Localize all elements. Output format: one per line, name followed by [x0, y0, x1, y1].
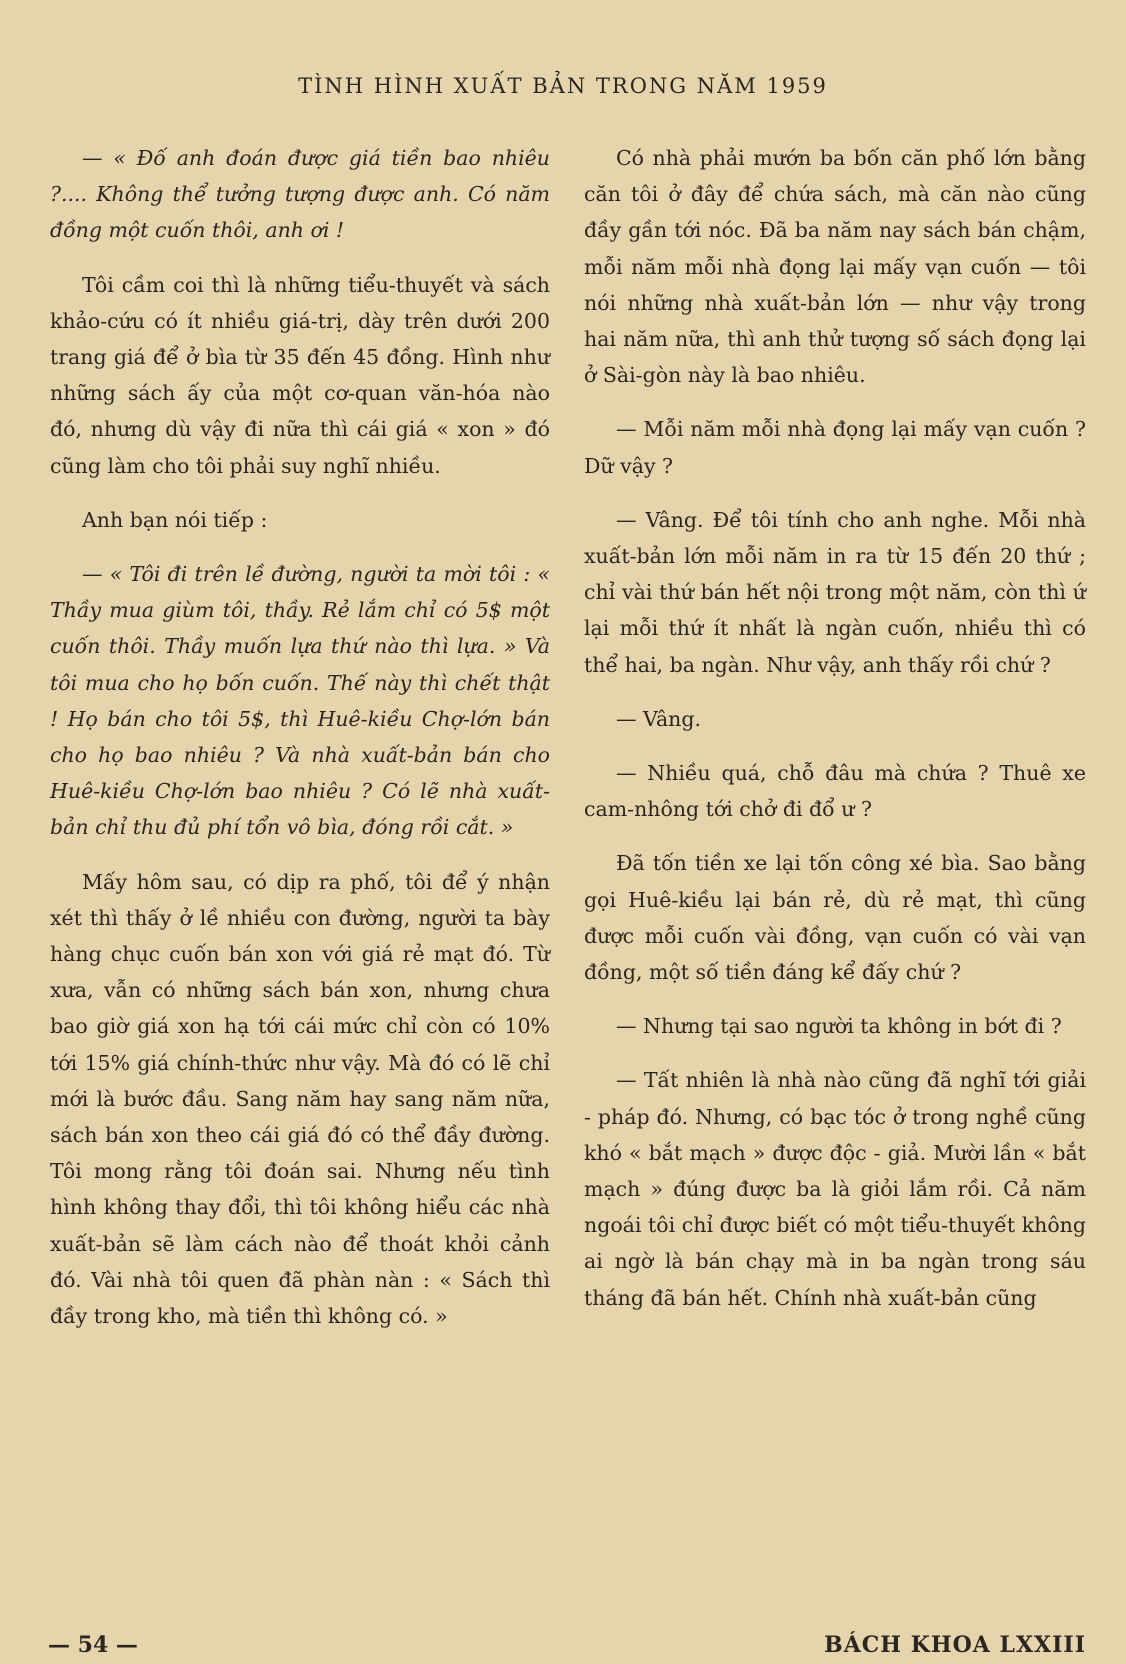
paragraph: — Tất nhiên là nhà nào cũng đã nghĩ tới giải - pháp đó. Nhưng, có bạc tóc ở trong nghề cũng khó « bắt mạch » được độc - giả. Mười lần « bắt mạch » đúng được ba là giỏi lắm rồi. Cả năm ngoái tôi chỉ được biết có một tiểu-thuyết không ai ngờ là bán chạy mà in ba ngàn trong sáu tháng đã bán hết. Chính nhà xuất-bản cũng: [584, 1068, 1086, 1310]
paragraph: — « Tôi đi trên lề đường, người ta mời tôi : « Thầy mua giùm tôi, thầy. Rẻ lắm chỉ có 5$ một cuốn thôi. Thầy muốn lựa thứ nào thì lựa. » Và tôi mua cho họ bốn cuốn. Thế này thì chết thật ! Họ bán cho tôi 5$, thì Huê-kiều Chợ-lớn bán cho họ bao nhiêu ? Và nhà xuất-bản bán cho Huê-kiều Chợ-lớn bao nhiêu ? Có lẽ nhà xuất-bản chỉ thu đủ phí tổn vô bìa, đóng rồi cắt. »: [50, 562, 550, 840]
page-number: — 54 —: [48, 1632, 138, 1658]
paragraph: Anh bạn nói tiếp :: [82, 507, 268, 532]
paragraph: — « Đố anh đoán được giá tiền bao nhiêu ?.... Không thể tưởng tượng được anh. Có năm đồng một cuốn thôi, anh ơi !: [50, 146, 550, 243]
paragraph: Tôi cầm coi thì là những tiểu-thuyết và sách khảo-cứu có ít nhiều giá-trị, dày trên dưới 200 trang giá để ở bìa từ 35 đến 45 đồng. Hình như những sách ấy của một cơ-quan văn-hóa nào đó, nhưng dù vậy đi nữa thì cái giá « xon » đó cũng làm cho tôi phải suy nghĩ nhiều.: [50, 272, 550, 478]
running-header: TÌNH HÌNH XUẤT BẢN TRONG NĂM 1959: [298, 74, 828, 98]
paragraph: — Vâng.: [616, 706, 702, 731]
paragraph: — Nhiều quá, chỗ đâu mà chứa ? Thuê xe cam-nhông tới chở đi đổ ư ?: [584, 761, 1086, 822]
paragraph: Có nhà phải mướn ba bốn căn phố lớn bằng căn tôi ở đây để chứa sách, mà căn nào cũng đầy gần tới nóc. Đã ba năm nay sách bán chậm, mỗi năm mỗi nhà đọng lại mấy vạn cuốn — tôi nói những nhà xuất-bản lớn — như vậy trong hai năm nữa, thì anh thử tượng số sách đọng lại ở Sài-gòn này là bao nhiêu.: [584, 146, 1086, 388]
paragraph: — Vâng. Để tôi tính cho anh nghe. Mỗi nhà xuất-bản lớn mỗi năm in ra từ 15 đến 20 thứ ; chỉ vài thứ bán hết nội trong một năm, còn thì ứ lại mỗi thứ ít nhất là ngàn cuốn, nhiều thì có thể hai, ba ngàn. Như vậy, anh thấy rồi chứ ?: [584, 507, 1086, 677]
right-column: [584, 140, 1086, 1334]
paragraph: — Mỗi năm mỗi nhà đọng lại mấy vạn cuốn ? Dữ vậy ?: [584, 417, 1086, 478]
paragraph: Mấy hôm sau, có dịp ra phố, tôi để ý nhận xét thì thấy ở lề nhiều con đường, người ta bày hàng chục cuốn bán xon với giá rẻ mạt đó. Từ xưa, vẫn có những sách bán xon, nhưng chưa bao giờ giá xon hạ tới cái mức chỉ còn có 10% tới 15% giá chính-thức như vậy. Mà đó có lẽ chỉ mới là bước đầu. Sang năm hay sang năm nữa, sách bán xon theo cái giá đó có thể đầy đường. Tôi mong rằng tôi đoán sai. Nhưng nếu tình hình không thay đổi, thì tôi không hiểu các nhà xuất-bản sẽ làm cách nào để thoát khỏi cảnh đó. Vài nhà tôi quen đã phàn nàn : « Sách thì đầy trong kho, mà tiền thì không có. »: [50, 869, 550, 1329]
paragraph: Đã tốn tiền xe lại tốn công xé bìa. Sao bằng gọi Huê-kiều lại bán rẻ, dù rẻ mạt, thì cũng được mỗi cuốn vài đồng, vạn cuốn có vài vạn đồng, một số tiền đáng kể đấy chứ ?: [584, 851, 1086, 985]
publication-name: BÁCH KHOA LXXIII: [824, 1632, 1086, 1658]
left-column: [50, 140, 550, 1352]
paragraph: — Nhưng tại sao người ta không in bớt đi ?: [616, 1014, 1062, 1039]
